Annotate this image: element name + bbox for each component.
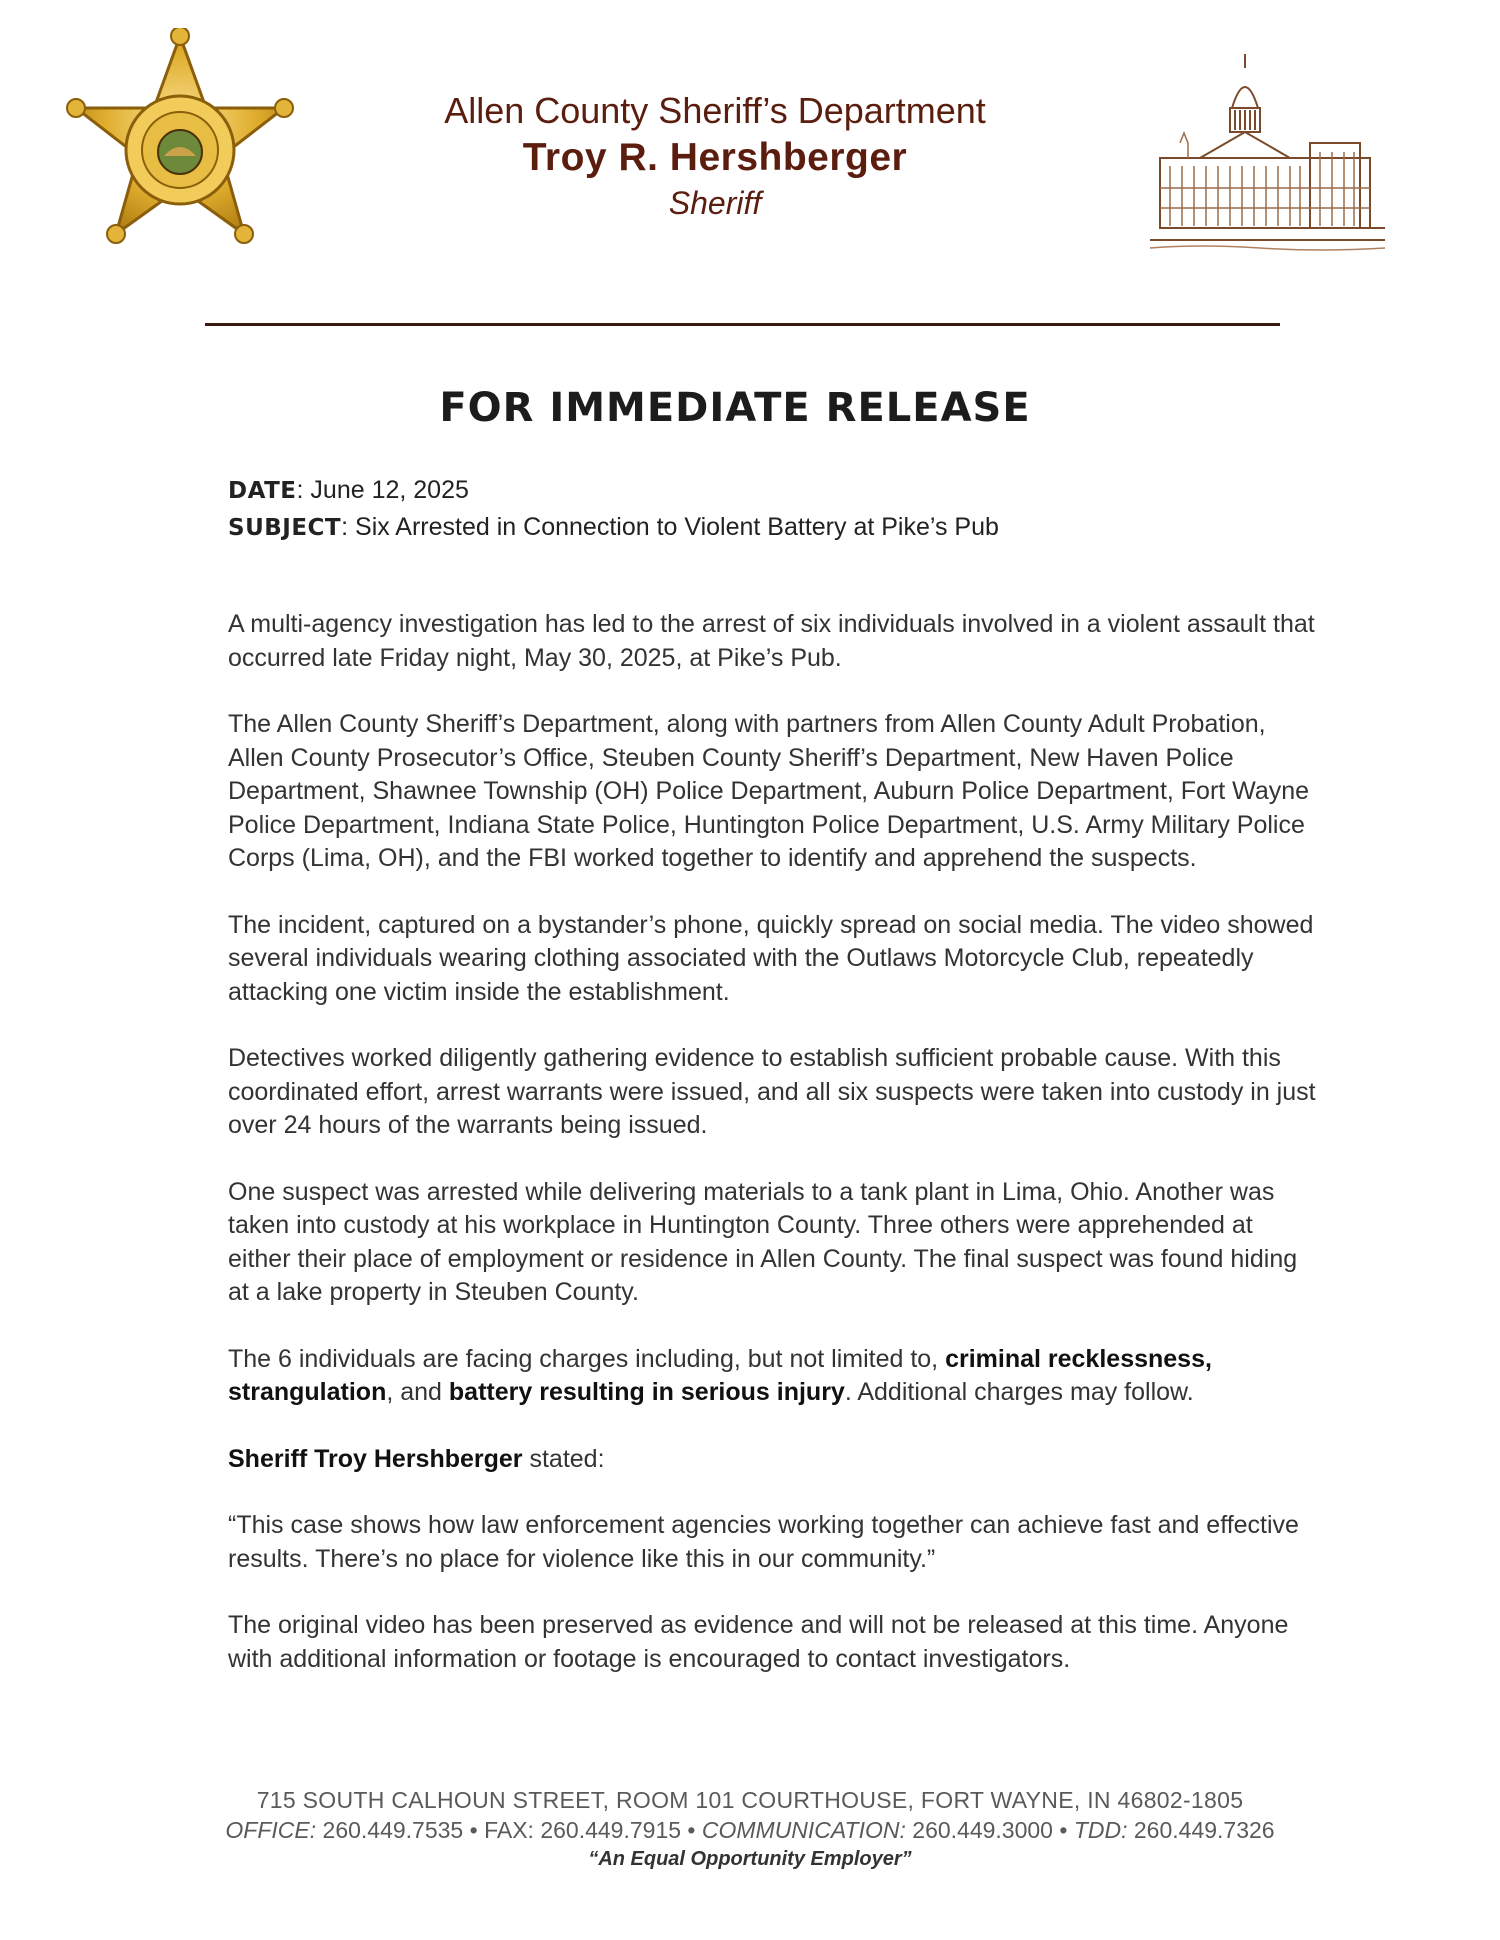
paragraph-arrests: One suspect was arrested while delivering materials to a tank plant in Lima, Ohio. Another was taken into custody at his workplace in Huntington County. Three others were apprehended at either their place of employment or residence in Allen County. The final suspect was found hiding at a lake property in Steuben County. bbox=[228, 1177, 1298, 1306]
paragraph-investigation: Detectives worked diligently gathering evidence to establish sufficient probable cause. With this coordinated effort, arrest warrants were issued, and all six suspects were taken into custody in just over 24 hours of the warrants being issued. bbox=[228, 1044, 1316, 1139]
release-body bbox=[228, 608, 1318, 1709]
office-phone: 260.449.7535 bbox=[322, 1817, 464, 1843]
courthouse-illustration-icon bbox=[1140, 48, 1390, 258]
sheriff-title: Sheriff bbox=[668, 185, 762, 221]
separator: • bbox=[1059, 1817, 1068, 1843]
speaker-stated: stated: bbox=[522, 1444, 605, 1473]
charge-battery: battery resulting in serious injury bbox=[448, 1378, 845, 1406]
charges-intro: The 6 individuals are facing charges including, but not limited to, bbox=[228, 1344, 946, 1373]
paragraph-quote: “This case shows how law enforcement agencies working together can achieve fast and effective results. There’s no place for violence like this in our community.” bbox=[228, 1511, 1299, 1573]
subject-label: SUBJECT bbox=[228, 515, 342, 541]
paragraph-agencies: The Allen County Sheriff’s Department, along with partners from Allen County Adult Probation, Allen County Prosecutor’s Office, Steuben County Sheriff’s Department, New Haven Police Department, Shawnee Township (OH) Police Department, Auburn Police Department, Fort Wayne Police Department, Indiana State Police, Huntington Police Department, U.S. Army Military Police Corps (Lima, OH), and the FBI worked together to identify and apprehend the suspects. bbox=[228, 710, 1310, 872]
footer-contacts bbox=[0, 1815, 1500, 1845]
equal-opportunity-statement: “An Equal Opportunity Employer” bbox=[588, 1848, 912, 1870]
charges-outro: . Additional charges may follow. bbox=[844, 1378, 1194, 1406]
sheriff-name: Troy R. Hershberger bbox=[522, 136, 908, 179]
separator: • bbox=[687, 1817, 696, 1843]
date-line: DATE: June 12, 2025 bbox=[228, 476, 469, 504]
header-divider bbox=[205, 323, 1280, 326]
letterhead-footer bbox=[0, 1785, 1500, 1873]
paragraph-intro: A multi-agency investigation has led to the arrest of six individuals involved in a violent assault that occurred late Friday night, May 30, 2025, at Pike’s Pub. bbox=[228, 610, 1315, 672]
communication-label: COMMUNICATION: bbox=[701, 1817, 906, 1843]
release-meta bbox=[228, 472, 999, 546]
paragraph-speaker bbox=[228, 1443, 1318, 1477]
charge-strangulation: strangulation bbox=[228, 1378, 387, 1406]
separator: • bbox=[469, 1817, 478, 1843]
subject-line: SUBJECT: Six Arrested in Connection to Violent Battery at Pike’s Pub bbox=[228, 513, 999, 541]
fax-label: FAX: bbox=[484, 1817, 534, 1843]
tdd-label: TDD: bbox=[1073, 1817, 1128, 1843]
charge-separator: , bbox=[1204, 1344, 1212, 1373]
release-title: FOR IMMEDIATE RELEASE bbox=[439, 385, 1031, 431]
tdd-phone: 260.449.7326 bbox=[1133, 1817, 1275, 1843]
sheriff-badge-icon bbox=[64, 28, 296, 260]
fax-number: 260.449.7915 bbox=[540, 1817, 682, 1843]
footer-address: 715 SOUTH CALHOUN STREET, ROOM 101 COURTHOUSE, FORT WAYNE, IN 46802-1805 bbox=[256, 1787, 1244, 1813]
charge-criminal-recklessness: criminal recklessness bbox=[945, 1344, 1205, 1373]
communication-phone: 260.449.3000 bbox=[912, 1817, 1053, 1843]
paragraph-evidence: The original video has been preserved as evidence and will not be released at this time. Anyone with additional information or footage is encouraged to contact investigators. bbox=[228, 1611, 1289, 1673]
department-name: Allen County Sheriff’s Department bbox=[444, 90, 986, 131]
subject-value: Six Arrested in Connection to Violent Battery at Pike’s Pub bbox=[355, 513, 999, 541]
date-value: June 12, 2025 bbox=[310, 476, 469, 504]
letterhead bbox=[360, 88, 1070, 224]
date-label: DATE bbox=[228, 478, 297, 504]
paragraph-charges bbox=[228, 1343, 1318, 1410]
office-label: OFFICE: bbox=[225, 1817, 317, 1843]
charge-and: , and bbox=[386, 1378, 449, 1406]
speaker-name: Sheriff Troy Hershberger bbox=[228, 1444, 523, 1473]
paragraph-incident: The incident, captured on a bystander’s phone, quickly spread on social media. The video showed several individuals wearing clothing associated with the Outlaws Motorcycle Club, repeatedly attacking one victim inside the establishment. bbox=[228, 910, 1314, 1006]
